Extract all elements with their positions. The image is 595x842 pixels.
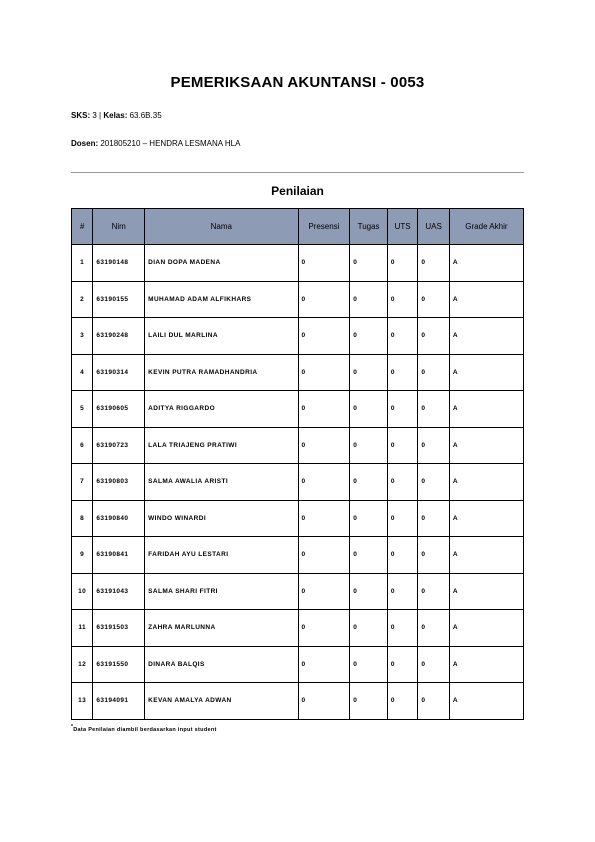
cell-presensi: 0 [298,573,350,610]
cell-uas: 0 [418,573,449,610]
cell-uas: 0 [418,318,449,355]
cell-nama: MUHAMAD ADAM ALFIKHARS [145,281,298,318]
header-nim: Nim [93,209,145,245]
cell-presensi: 0 [298,610,350,647]
cell-number: 11 [72,610,93,647]
table-row [72,464,524,501]
cell-grade: A [449,427,523,464]
table-row [72,500,524,537]
table-header-row [72,209,524,245]
cell-nim: 63194091 [93,683,145,720]
cell-uts: 0 [387,427,417,464]
cell-grade: A [449,646,523,683]
cell-tugas: 0 [350,354,388,391]
cell-nama: SALMA AWALIA ARISTI [145,464,298,501]
table-row [72,318,524,355]
table-row [72,683,524,720]
table-row [72,354,524,391]
footnote [71,724,217,733]
cell-nim: 63190840 [93,500,145,537]
cell-grade: A [449,500,523,537]
cell-uts: 0 [387,464,417,501]
cell-uas: 0 [418,391,449,428]
cell-grade: A [449,683,523,720]
cell-uts: 0 [387,281,417,318]
cell-presensi: 0 [298,537,350,574]
page-title: PEMERIKSAAN AKUNTANSI - 0053 [170,74,425,91]
cell-number: 5 [72,391,93,428]
cell-nim: 63191503 [93,610,145,647]
section-title: Penilaian [271,184,324,198]
cell-uts: 0 [387,646,417,683]
cell-uts: 0 [387,318,417,355]
cell-uts: 0 [387,573,417,610]
cell-uas: 0 [418,281,449,318]
table-row [72,245,524,282]
table-row [72,610,524,647]
sks-label: SKS: [71,111,91,120]
cell-presensi: 0 [298,245,350,282]
cell-nama: KEVAN AMALYA ADWAN [145,683,298,720]
cell-grade: A [449,573,523,610]
cell-nama: SALMA SHARI FITRI [145,573,298,610]
sks-value: 3 [92,111,97,120]
cell-grade: A [449,318,523,355]
header-number: # [72,209,93,245]
cell-nim: 63191043 [93,573,145,610]
cell-nama: WINDO WINARDI [145,500,298,537]
cell-uas: 0 [418,427,449,464]
cell-uts: 0 [387,537,417,574]
cell-presensi: 0 [298,354,350,391]
cell-tugas: 0 [350,281,388,318]
cell-nim: 63190155 [93,281,145,318]
cell-number: 4 [72,354,93,391]
table-row [72,427,524,464]
dosen-label: Dosen: [71,139,99,148]
header-tugas: Tugas [350,209,388,245]
cell-nim: 63190314 [93,354,145,391]
cell-tugas: 0 [350,464,388,501]
cell-grade: A [449,537,523,574]
cell-grade: A [449,281,523,318]
cell-presensi: 0 [298,464,350,501]
cell-presensi: 0 [298,318,350,355]
footnote-text: Data Penilaian diambil berdasarkan input student [73,726,217,733]
cell-nim: 63190841 [93,537,145,574]
divider [71,172,524,173]
cell-number: 9 [72,537,93,574]
cell-number: 13 [72,683,93,720]
cell-nama: ZAHRA MARLUNNA [145,610,298,647]
cell-number: 3 [72,318,93,355]
cell-uas: 0 [418,500,449,537]
class-info [71,111,162,120]
cell-uas: 0 [418,245,449,282]
cell-uas: 0 [418,646,449,683]
cell-nim: 63191550 [93,646,145,683]
cell-uts: 0 [387,500,417,537]
cell-nama: FARIDAH AYU LESTARI [145,537,298,574]
info-separator: | [99,111,102,120]
cell-grade: A [449,610,523,647]
footnote-marker: * [71,724,74,730]
cell-nim: 63190803 [93,464,145,501]
cell-nim: 63190148 [93,245,145,282]
header-grade-akhir: Grade Akhir [449,209,523,245]
cell-presensi: 0 [298,646,350,683]
cell-nama: KEVIN PUTRA RAMADHANDRIA [145,354,298,391]
cell-nama: LALA TRIAJENG PRATIWI [145,427,298,464]
cell-tugas: 0 [350,646,388,683]
cell-presensi: 0 [298,683,350,720]
table-body [72,245,524,720]
cell-grade: A [449,464,523,501]
cell-tugas: 0 [350,391,388,428]
table-row [72,537,524,574]
cell-tugas: 0 [350,573,388,610]
cell-nim: 63190605 [93,391,145,428]
cell-uas: 0 [418,610,449,647]
cell-grade: A [449,354,523,391]
cell-uts: 0 [387,610,417,647]
cell-nama: LAILI DUL MARLINA [145,318,298,355]
cell-nim: 63190248 [93,318,145,355]
header-uas: UAS [418,209,449,245]
cell-presensi: 0 [298,500,350,537]
lecturer-info [71,139,240,148]
cell-uts: 0 [387,683,417,720]
cell-uas: 0 [418,683,449,720]
cell-number: 7 [72,464,93,501]
kelas-label: Kelas: [103,111,128,120]
cell-presensi: 0 [298,427,350,464]
dosen-value: 201805210 – HENDRA LESMANA HLA [100,139,241,148]
cell-grade: A [449,391,523,428]
cell-tugas: 0 [350,500,388,537]
cell-number: 10 [72,573,93,610]
cell-number: 1 [72,245,93,282]
header-nama: Nama [145,209,298,245]
cell-uts: 0 [387,354,417,391]
cell-number: 2 [72,281,93,318]
cell-uas: 0 [418,464,449,501]
cell-presensi: 0 [298,391,350,428]
table-row [72,573,524,610]
cell-tugas: 0 [350,318,388,355]
cell-number: 12 [72,646,93,683]
cell-uas: 0 [418,354,449,391]
cell-uts: 0 [387,245,417,282]
cell-tugas: 0 [350,537,388,574]
cell-tugas: 0 [350,683,388,720]
cell-number: 8 [72,500,93,537]
cell-nama: DINARA BALQIS [145,646,298,683]
cell-tugas: 0 [350,245,388,282]
cell-number: 6 [72,427,93,464]
cell-uts: 0 [387,391,417,428]
cell-nim: 63190723 [93,427,145,464]
cell-grade: A [449,245,523,282]
cell-presensi: 0 [298,281,350,318]
kelas-value: 63.6B.35 [129,111,162,120]
table-row [72,391,524,428]
header-presensi: Presensi [298,209,350,245]
header-uts: UTS [387,209,417,245]
table-row [72,281,524,318]
grades-table [71,208,524,720]
table-row [72,646,524,683]
cell-nama: ADITYA RIGGARDO [145,391,298,428]
cell-tugas: 0 [350,427,388,464]
cell-uas: 0 [418,537,449,574]
cell-tugas: 0 [350,610,388,647]
cell-nama: DIAN DOPA MADENA [145,245,298,282]
